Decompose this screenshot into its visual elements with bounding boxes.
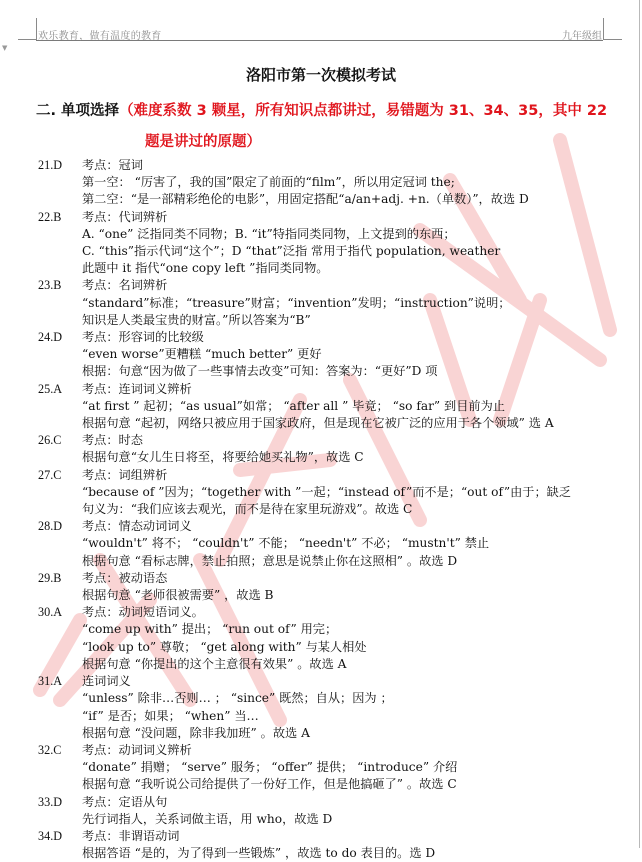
answer-line: 根据句意 “你提出的这个主意很有效果” 。故选 A <box>82 656 347 671</box>
answer-item-23 <box>38 277 628 329</box>
page-title: 洛阳市第一次模拟考试 <box>245 66 396 84</box>
header-corner-mark-left-h <box>18 39 36 40</box>
answer-number: 22.B <box>38 209 62 224</box>
answer-item-22 <box>38 209 628 278</box>
answer-line: 考点：形容词的比较级 <box>82 330 204 345</box>
answer-line: A. “one” 泛指同类不同物；B. “it”特指同类同物，上文提到的东西； <box>82 226 456 241</box>
answer-line: 根据句意 “老师很被需要” ，故选 B <box>82 588 274 603</box>
header-corner-mark-right <box>603 18 604 40</box>
answer-line: “look up to” 尊敬； “get along with” 与某人相处 <box>82 639 367 654</box>
answer-item-30 <box>38 604 628 673</box>
answer-item-27 <box>38 467 628 519</box>
answer-line: “unless” 除非…否则… ； “since” 既然；自从；因为 ； <box>82 691 393 706</box>
section-note-line1: （难度系数 3 颗星，所有知识点都讲过，易错题为 31、34、35，其中 22 <box>119 103 608 119</box>
answer-line: “wouldn't” 将不； “couldn't” 不能； “needn't” 不必； “mustn't” 禁止 <box>82 536 490 551</box>
answer-number: 29.B <box>38 570 62 585</box>
answer-line: 考点：冠词 <box>82 158 143 172</box>
answer-number: 24.D <box>38 330 63 345</box>
answer-line: 考点：连词词义辨析 <box>82 381 192 396</box>
section-heading <box>36 96 616 158</box>
answer-line: 知识是人类最宝贵的财富。”所以答案为“B” <box>82 312 311 327</box>
header-corner-mark-left <box>36 18 37 40</box>
answer-item-33 <box>38 794 628 828</box>
answer-item-32 <box>38 742 628 794</box>
answer-number: 26.C <box>38 433 62 448</box>
answer-line: 先行词指人，关系词做主语，用 who，故选 D <box>82 811 333 826</box>
answer-number: 23.B <box>38 278 62 293</box>
section-note-line2: 题是讲过的原题） <box>145 134 261 150</box>
answer-line: 根据：句意“因为做了一些事情去改变”可知：答案为：“更好”D 项 <box>82 364 438 379</box>
answer-line: “standard”标准；“treasure”财富；“invention”发明；“instruction”说明； <box>82 295 511 310</box>
answer-line: 考点：非谓语动词 <box>82 828 180 843</box>
answer-number: 28.D <box>38 519 63 534</box>
answer-line: 考点：被动语态 <box>82 570 168 585</box>
answer-line: “even worse”更糟糕 “much better” 更好 <box>82 347 322 362</box>
answer-line: 考点：定语从句 <box>82 794 168 809</box>
answer-number: 33.D <box>38 794 63 809</box>
answer-number: 31.A <box>38 674 63 689</box>
answer-line: 考点：时态 <box>82 433 143 448</box>
answer-line: “at first ” 起初；“as usual”如常； “after all ” 毕竟； “so far” 到目前为止 <box>82 398 505 413</box>
answer-line: 根据句意 “起初，网络只被应用于国家政府，但是现在它被广泛的应用于各个领域” 选 A <box>82 416 554 431</box>
answer-line: “if” 是否；如果； “when” 当… <box>82 708 259 723</box>
answer-line: 根据句意 “我听说公司给提供了一份好工作，但是他搞砸了” 。故选 C <box>82 777 457 792</box>
answer-line: 考点：动词短语词义。 <box>82 605 204 620</box>
answer-line: 根据句意“女儿生日将至，将要给她买礼物”，故选 C <box>82 450 364 465</box>
answer-item-26 <box>38 432 628 466</box>
answer-line: 根据答语 “是的，为了得到一些锻炼” ，故选 to do 表目的。选 D <box>82 846 436 861</box>
answer-line: 考点：词组辨析 <box>82 467 168 482</box>
answer-number: 30.A <box>38 605 63 620</box>
answer-line: 根据句意 “没问题，除非我加班” 。故选 A <box>82 725 310 740</box>
answer-line: 连词词义 <box>82 674 131 689</box>
answer-line: 第一空： “厉害了，我的国”限定了前面的“film”，所以用定冠词 the; <box>82 175 455 190</box>
collapse-triangle-icon[interactable]: ▼ <box>2 44 8 52</box>
answer-list <box>38 157 628 862</box>
header-corner-mark-right-h <box>604 39 622 40</box>
answer-line: “donate” 捐赠； “serve” 服务； “offer” 提供； “introduce” 介绍 <box>82 760 458 775</box>
answer-item-25 <box>38 381 628 433</box>
answer-item-28 <box>38 518 628 570</box>
answer-line: 第二空：“是一部精彩绝伦的电影”，用固定搭配“a/an+adj. +n.（单数）”，故选 D <box>82 192 529 207</box>
answer-line: 考点：代词辨析 <box>82 209 168 224</box>
answer-line: 考点：动词词义辨析 <box>82 742 192 757</box>
answer-line: C. “this”指示代词“这个”；D “that”泛指 常用于指代 population, weather <box>82 244 501 259</box>
answer-item-29 <box>38 570 628 604</box>
answer-item-21 <box>38 157 628 209</box>
header-right-text: 九年级组 <box>562 31 602 42</box>
section-label: 二. 单项选择 <box>36 103 120 119</box>
answer-line: 根据句意 “看标志牌，禁止拍照；意思是说禁止你在这照相” 。故选 D <box>82 553 458 568</box>
answer-item-31 <box>38 673 628 742</box>
answer-line: “come up with” 提出； “run out of” 用完； <box>82 622 338 637</box>
answer-number: 25.A <box>38 381 63 396</box>
answer-line: 考点：情态动词词义 <box>82 519 192 534</box>
answer-number: 21.D <box>38 158 63 172</box>
answer-item-34 <box>38 828 628 862</box>
page-edge <box>639 0 640 848</box>
header-left-text: 欢乐教育，做有温度的教育 <box>38 31 162 42</box>
answer-number: 34.D <box>38 828 63 843</box>
answer-line: 考点：名词辨析 <box>82 278 168 293</box>
answer-line: “because of ”因为；“together with ”一起；“instead of”而不是；“out of”由于；缺乏 <box>82 484 572 499</box>
answer-item-24 <box>38 329 628 381</box>
answer-line: 此题中 it 指代“one copy left ”指同类同物。 <box>82 261 329 276</box>
answer-line: 句义为：“我们应该去观光，而不是待在家里玩游戏”。故选 C <box>82 502 413 517</box>
answer-number: 32.C <box>38 742 62 757</box>
answer-number: 27.C <box>38 467 62 482</box>
